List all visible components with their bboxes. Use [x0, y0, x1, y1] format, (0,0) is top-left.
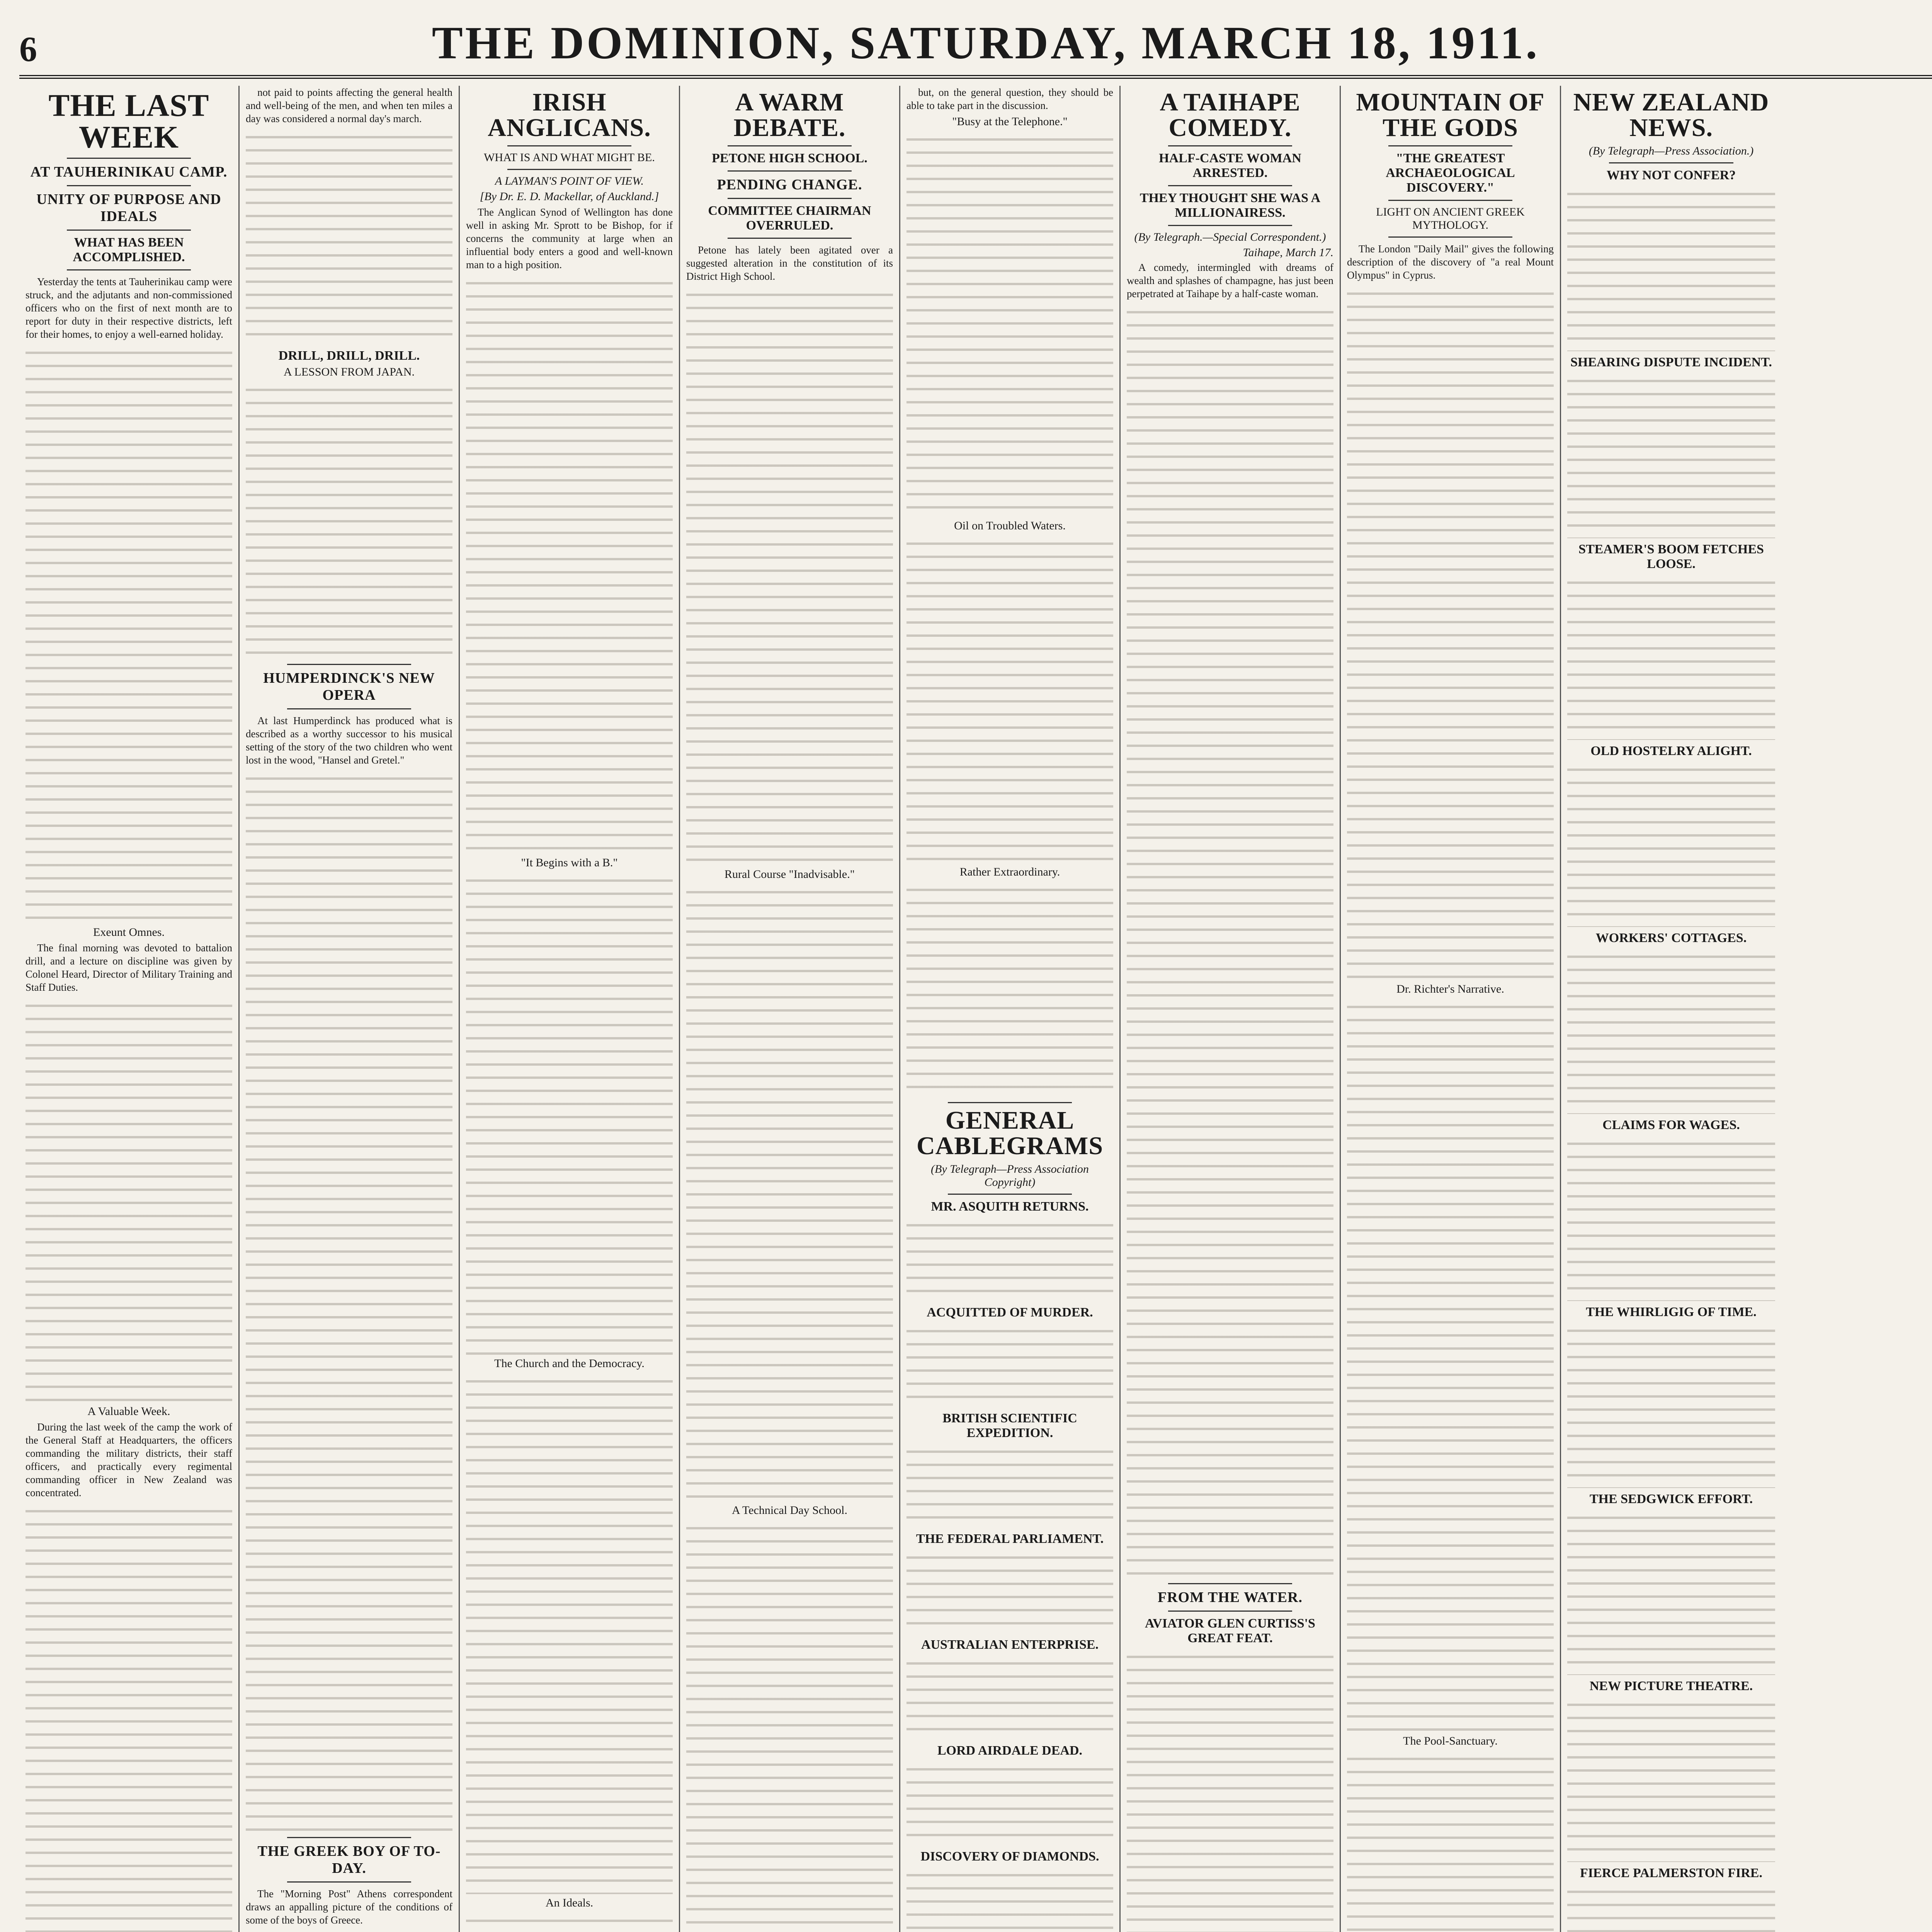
body-text	[686, 883, 893, 1502]
headline: IRISH ANGLICANS.	[488, 88, 651, 142]
divider	[67, 269, 191, 270]
paragraph: The London "Daily Mail" gives the following description of the discovery of "a real Mount Olympus" in Cyprus.	[1347, 243, 1554, 281]
dateline: Taihape, March 17.	[1243, 246, 1333, 259]
paragraph: The "Morning Post" Athens correspondent draws an appalling picture of the conditions of some of the boys of Greece.	[246, 1888, 452, 1926]
column-3	[460, 86, 680, 1932]
body-text	[1567, 948, 1775, 1114]
section-heading: "Busy at the Telephone."	[952, 115, 1068, 128]
news-item-heading: CLAIMS FOR WAGES.	[1602, 1118, 1740, 1132]
paragraph: The Anglican Synod of Wellington has done well in asking Mr. Sprott to be Bishop, for if concerns the community at large when an influential body enters a good and well-known man to a high position.	[466, 206, 673, 271]
body-text	[246, 770, 452, 1832]
divider	[1388, 200, 1512, 201]
news-item-heading: THE WHIRLIGIG OF TIME.	[1586, 1305, 1757, 1319]
body-text	[906, 1443, 1113, 1528]
news-item-heading: WHY NOT CONFER?	[1606, 168, 1736, 182]
news-item-heading: THE FEDERAL PARLIAMENT.	[916, 1532, 1104, 1546]
divider	[1168, 1611, 1292, 1612]
divider	[1168, 145, 1292, 146]
subheadline: LIGHT ON ANCIENT GREEK MYTHOLOGY.	[1376, 206, 1525, 231]
subheadline: COMMITTEE CHAIRMAN OVERRULED.	[708, 204, 871, 233]
body-text	[1567, 1135, 1775, 1301]
divider	[1168, 185, 1292, 186]
subheadline: WHAT IS AND WHAT MIGHT BE.	[484, 151, 655, 164]
section-heading: "It Begins with a B."	[521, 856, 618, 869]
divider	[287, 664, 411, 665]
article-mountain-of-gods	[1347, 90, 1554, 1932]
news-item-heading: THE SEDGWICK EFFORT.	[1589, 1492, 1753, 1506]
section-heading: Oil on Troubled Waters.	[954, 519, 1066, 532]
byline: [By Dr. E. D. Mackellar, of Auckland.]	[480, 190, 659, 203]
section-heading: A Valuable Week.	[87, 1405, 170, 1418]
body-text	[906, 131, 1113, 517]
subheadline: AVIATOR GLEN CURTISS'S GREAT FEAT.	[1145, 1616, 1315, 1646]
masthead-title: THE DOMINION, SATURDAY, MARCH 18, 1911.	[432, 17, 1540, 68]
divider	[728, 198, 852, 199]
column-4	[680, 86, 900, 1932]
body-text	[1127, 303, 1333, 1578]
paragraph: At last Humperdinck has produced what is described as a worthy successor to his musical setting of the story of the two children who went lost in the wood, "Hansel and Gretel."	[246, 715, 452, 766]
section-heading: An Ideals.	[545, 1896, 594, 1910]
divider	[728, 238, 852, 239]
body-text	[1127, 1648, 1333, 1932]
column-7	[1341, 86, 1561, 1932]
divider	[67, 185, 191, 186]
news-item-list	[1567, 168, 1775, 1932]
news-item-heading: FIERCE PALMERSTON FIRE.	[1580, 1866, 1762, 1880]
column-8	[1561, 86, 1781, 1932]
body-text	[466, 1912, 673, 1932]
divider	[1388, 145, 1512, 146]
column-5	[900, 86, 1121, 1932]
article-irish-anglicans	[466, 90, 673, 1932]
body-text	[1567, 1696, 1775, 1862]
body-text	[686, 1519, 893, 1932]
divider	[728, 145, 852, 146]
section-heading: Exeunt Omnes.	[93, 926, 165, 939]
kicker: A LAYMAN'S POINT OF VIEW.	[495, 175, 644, 187]
subheadline: FROM THE WATER.	[1158, 1589, 1303, 1606]
divider	[1168, 1583, 1292, 1584]
kicker: (By Telegraph.—Special Correspondent.)	[1134, 231, 1326, 243]
body-text	[1567, 372, 1775, 538]
article-warm-debate	[686, 90, 893, 1932]
paragraph: but, on the general question, they should be able to take part in the discussion.	[906, 87, 1113, 112]
divider	[728, 170, 852, 172]
subheadline: HUMPERDINCK'S NEW OPERA	[263, 670, 435, 704]
paragraph: not paid to points affecting the general health and well-being of the men, and when ten miles a day was considered a normal day's march.	[246, 87, 452, 125]
body-text	[1347, 998, 1554, 1732]
column-1	[19, 86, 240, 1932]
divider	[67, 158, 191, 159]
paragraph: The final morning was devoted to battalion drill, and a lecture on discipline was given by Colonel Heard, Director of Military Training and Staff Duties.	[26, 942, 232, 993]
article-continued	[906, 86, 1113, 1932]
subheadline: "THE GREATEST ARCHAEOLOGICAL DISCOVERY."	[1386, 151, 1515, 195]
body-text	[906, 1549, 1113, 1634]
section-heading: A Technical Day School.	[732, 1504, 847, 1517]
body-text	[1567, 1883, 1775, 1932]
section-heading: The Pool-Sanctuary.	[1403, 1735, 1498, 1748]
news-item-heading: MR. ASQUITH RETURNS.	[931, 1199, 1089, 1214]
column-2	[240, 86, 460, 1932]
body-text	[466, 872, 673, 1355]
news-item-heading: OLD HOSTELRY ALIGHT.	[1590, 744, 1752, 758]
kicker: (By Telegraph—Press Association Copyright)	[931, 1163, 1089, 1189]
column-6	[1121, 86, 1341, 1932]
body-text	[26, 997, 232, 1403]
body-text	[1567, 1509, 1775, 1675]
divider	[1168, 225, 1292, 226]
body-text	[1567, 761, 1775, 927]
subheadline: PENDING CHANGE.	[717, 177, 862, 193]
body-text	[246, 128, 452, 345]
section-heading: Rural Course "Inadvisable."	[724, 868, 855, 881]
body-text	[246, 1930, 452, 1932]
body-text	[906, 535, 1113, 863]
cablegram-list	[906, 1199, 1113, 1932]
body-text	[1347, 1750, 1554, 1932]
body-text	[686, 286, 893, 866]
body-text	[1567, 1322, 1775, 1488]
kicker: (By Telegraph—Press Association.)	[1588, 145, 1754, 157]
section-heading: Rather Extraordinary.	[959, 866, 1060, 879]
body-text	[906, 1216, 1113, 1301]
body-text	[1347, 285, 1554, 980]
article-last-week	[26, 90, 232, 1932]
body-text	[246, 381, 452, 659]
body-text	[26, 344, 232, 923]
body-text	[466, 274, 673, 854]
divider	[67, 230, 191, 231]
subheadline: THEY THOUGHT SHE WAS A MILLIONAIRESS.	[1139, 191, 1321, 220]
news-item-heading: NEW PICTURE THEATRE.	[1589, 1679, 1753, 1693]
subheadline: WHAT HAS BEEN ACCOMPLISHED.	[73, 235, 185, 264]
section-heading: The Church and the Democracy.	[494, 1357, 645, 1370]
divider	[507, 169, 631, 170]
body-text	[1567, 574, 1775, 740]
subheadline: UNITY OF PURPOSE AND IDEALS	[36, 191, 221, 224]
body-text	[1567, 185, 1775, 351]
subheadline: DRILL, DRILL, DRILL.	[278, 349, 420, 363]
divider	[948, 1194, 1072, 1195]
paragraph: Petone has lately been agitated over a suggested alteration in the constitution of its District High School.	[686, 244, 893, 282]
divider	[287, 1881, 411, 1883]
masthead	[19, 15, 1932, 79]
body-text	[906, 881, 1113, 1097]
article-continued	[246, 86, 452, 1932]
news-item-heading: DISCOVERY OF DIAMONDS.	[920, 1849, 1099, 1864]
headline: GENERAL CABLEGRAMS	[916, 1106, 1104, 1160]
body-text	[26, 1502, 232, 1932]
paragraph: A comedy, intermingled with dreams of wealth and splashes of champagne, has just been perpetrated at Taihape by a half-caste woman.	[1127, 262, 1333, 300]
news-item-heading: SHEARING DISPUTE INCIDENT.	[1570, 355, 1772, 369]
divider	[287, 1837, 411, 1838]
subheadline: PETONE HIGH SCHOOL.	[712, 151, 867, 165]
subheadline: AT TAUHERINIKAU CAMP.	[30, 164, 228, 180]
body-text	[906, 1866, 1113, 1932]
divider	[948, 1102, 1072, 1103]
article-taihape-comedy	[1127, 90, 1333, 1932]
subheadline: THE GREEK BOY OF TO-DAY.	[257, 1843, 441, 1877]
news-item-heading: WORKERS' COTTAGES.	[1595, 931, 1747, 945]
headline: NEW ZEALAND NEWS.	[1573, 88, 1769, 142]
news-item-heading: LORD AIRDALE DEAD.	[937, 1743, 1082, 1758]
paragraph: During the last week of the camp the work of the General Staff at Headquarters, the officers commanding the military districts, their staff officers, and practically every regimental commanding officer in New Zealand was concentrated.	[26, 1421, 232, 1499]
headline: A TAIHAPE COMEDY.	[1160, 88, 1301, 142]
body-text	[906, 1760, 1113, 1845]
headline: THE LAST WEEK	[48, 88, 209, 155]
news-item-heading: STEAMER'S BOOM FETCHES LOOSE.	[1578, 542, 1764, 571]
page-number: 6	[19, 29, 37, 69]
section-heading: Dr. Richter's Narrative.	[1396, 983, 1504, 996]
article-nz-news	[1567, 90, 1775, 1932]
news-item-heading: AUSTRALIAN ENTERPRISE.	[921, 1638, 1099, 1652]
headline: A WARM DEBATE.	[733, 88, 846, 142]
columns	[19, 86, 1932, 1932]
body-text	[466, 1372, 673, 1894]
news-item-heading: ACQUITTED OF MURDER.	[927, 1305, 1093, 1320]
news-item-heading: BRITISH SCIENTIFIC EXPEDITION.	[942, 1411, 1077, 1440]
divider	[1388, 236, 1512, 238]
divider	[287, 708, 411, 709]
body-text	[906, 1322, 1113, 1407]
section-heading: A LESSON FROM JAPAN.	[284, 366, 415, 379]
body-text	[906, 1655, 1113, 1740]
subheadline: HALF-CASTE WOMAN ARRESTED.	[1159, 151, 1301, 180]
divider	[1609, 162, 1734, 163]
divider	[507, 145, 631, 146]
paragraph: Yesterday the tents at Tauherinikau camp were struck, and the adjutants and non-commissioned officers who on the first of next month are to report for duty in their respective districts, left for their homes, to enjoy a well-earned holiday.	[26, 276, 232, 340]
headline: MOUNTAIN OF THE GODS	[1356, 88, 1545, 142]
